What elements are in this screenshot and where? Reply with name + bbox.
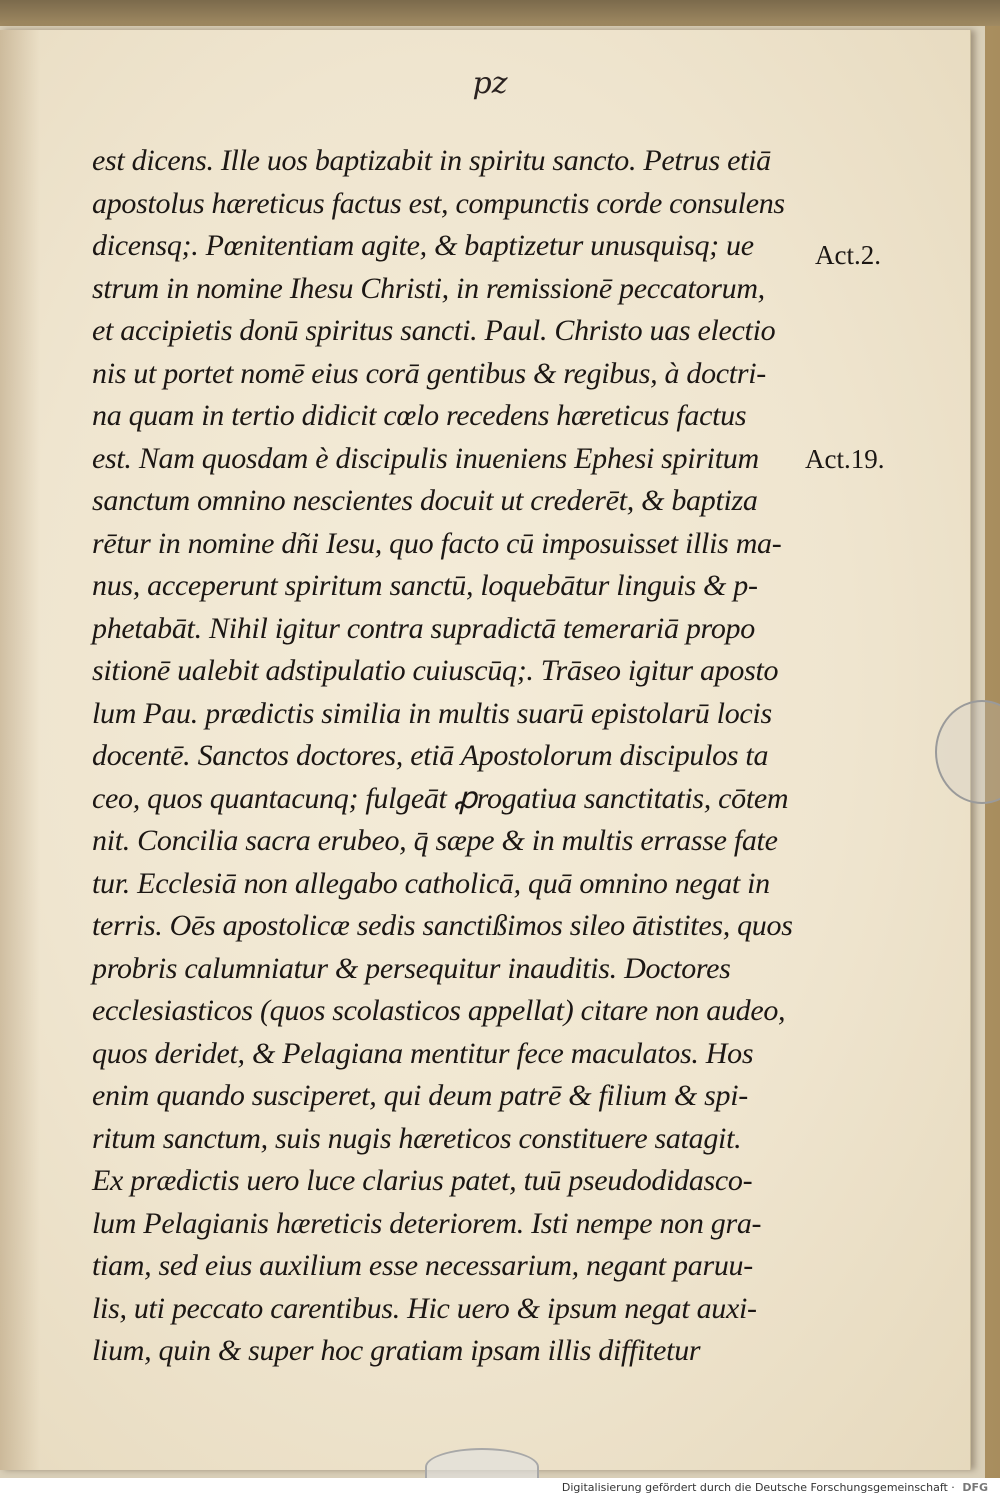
text-line: rētur in nomine dñi Iesu, quo facto cū imposuisset illis ma-	[92, 526, 782, 560]
text-line: nit. Concilia sacra erubeo, q̄ sæpe & in multis errasse fate	[92, 824, 778, 857]
text-line: apostolus hæreticus factus est, compunctis corde consulens	[92, 186, 785, 220]
text-line: est. Nam quosdam è discipulis inueniens Ephesi spiritum	[92, 441, 759, 475]
text-line: ritum sanctum, suis nugis hæreticos constituere satagit.	[92, 1121, 742, 1155]
text-line: nis ut portet nomē eius corā gentibus & regibus, à doctri-	[92, 356, 766, 390]
text-line: lum Pau. prædictis similia in multis suarū epistolarū locis	[92, 696, 772, 730]
text-line: probris calumniatur & persequitur inauditis. Doctores	[92, 951, 731, 985]
binding-top-edge	[0, 0, 1000, 26]
text-line: enim quando susciperet, qui deum patrē & filium & spi-	[92, 1079, 748, 1112]
folio-number: pz	[472, 66, 508, 101]
text-line: est dicens. Ille uos baptizabit in spiritu sancto. Petrus etiā	[92, 144, 771, 177]
text-line: terris. Oēs apostolicæ sedis sanctißimos sileo ātistites, quos	[92, 909, 793, 942]
text-block	[92, 140, 822, 1373]
text-line: ceo, quos quantacunq; fulgeāt ꝓrogatiua sanctitatis, cōtem	[92, 781, 789, 815]
text-line: ecclesiasticos (quos scolasticos appellat) citare non audeo,	[92, 994, 786, 1027]
dfg-logo: DFG	[962, 1481, 988, 1494]
text-line: Ex prædictis uero luce clarius patet, tuū pseudodidasco-	[92, 1164, 753, 1197]
book-page	[0, 30, 971, 1470]
text-line: et accipietis donū spiritus sancti. Paul. Christo uas electio	[92, 314, 776, 347]
text-line: sitionē ualebit adstipulatio cuiuscūq;. Trāseo igitur aposto	[92, 654, 779, 687]
text-line: phetabāt. Nihil igitur contra supradictā temerariā propo	[92, 611, 755, 645]
text-line: dicensq;. Pœnitentiam agite, & baptizetur unusquisq; ue	[92, 229, 754, 262]
text-line: docentē. Sanctos doctores, etiā Apostolorum discipulos ta	[92, 739, 769, 772]
text-line: tur. Ecclesiā non allegabo catholicā, quā omnino negat in	[92, 866, 770, 900]
text-line: lium, quin & super hoc gratiam ipsam illis diffitetur	[92, 1334, 701, 1367]
text-line: tiam, sed eius auxilium esse necessarium, negant paruu-	[92, 1249, 753, 1282]
margin-note: Act.2.	[815, 240, 881, 270]
credit-text: Digitalisierung gefördert durch die Deutsche Forschungsgemeinschaft ·	[561, 1481, 955, 1494]
text-line: na quam in tertio didicit cœlo recedens hæreticus factus	[92, 399, 747, 432]
digitization-credit	[562, 1481, 988, 1494]
text-line: strum in nomine Ihesu Christi, in remissionē peccatorum,	[92, 271, 765, 305]
text-line: quos deridet, & Pelagiana mentitur fece maculatos. Hos	[92, 1036, 754, 1070]
text-line: sanctum omnino nescientes docuit ut crederēt, & baptiza	[92, 484, 758, 517]
text-line: nus, acceperunt spiritum sanctū, loquebātur linguis & p-	[92, 569, 758, 602]
text-line: lum Pelagianis hæreticis deteriorem. Isti nempe non gra-	[92, 1206, 762, 1240]
text-line: lis, uti peccato carentibus. Hic uero & ipsum negat auxi-	[92, 1291, 757, 1325]
margin-note: Act.19.	[805, 444, 885, 474]
